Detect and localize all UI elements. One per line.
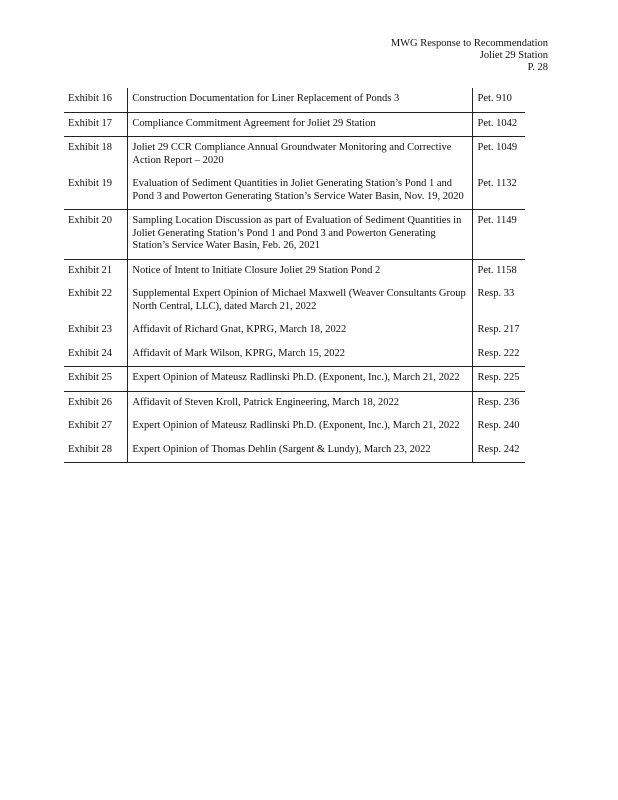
table-row <box>64 283 525 319</box>
exhibit-number: Exhibit 16 <box>64 88 128 112</box>
table-row <box>64 319 525 343</box>
exhibit-description: Construction Documentation for Liner Replacement of Ponds 3 <box>128 88 473 112</box>
exhibit-description: Expert Opinion of Thomas Dehlin (Sargent & Lundy), March 23, 2022 <box>128 439 473 463</box>
table-row <box>64 173 525 210</box>
header-station: Joliet 29 Station <box>479 50 548 61</box>
exhibit-number: Exhibit 20 <box>64 210 128 260</box>
exhibit-description: Affidavit of Steven Kroll, Patrick Engineering, March 18, 2022 <box>128 391 473 415</box>
exhibit-description: Sampling Location Discussion as part of Evaluation of Sediment Quantities in Joliet Generating Station’s Pond 1 and Pond 3 and Powerton Generating Station’s Service Water Basin, Feb. 26, 2021 <box>128 210 473 260</box>
table-row <box>64 439 525 463</box>
table-row <box>64 343 525 367</box>
exhibit-number: Exhibit 27 <box>64 415 128 439</box>
header-document-title: MWG Response to Recommendation <box>390 38 548 49</box>
table-row <box>64 391 525 415</box>
exhibit-description: Expert Opinion of Mateusz Radlinski Ph.D. (Exponent, Inc.), March 21, 2022 <box>128 415 473 439</box>
exhibit-number: Exhibit 21 <box>64 259 128 283</box>
exhibit-reference: Pet. 1132 <box>473 173 525 210</box>
exhibit-reference: Pet. 1049 <box>477 142 518 153</box>
exhibit-number: Exhibit 19 <box>64 173 128 210</box>
exhibit-description: Notice of Intent to Initiate Closure Joliet 29 Station Pond 2 <box>128 259 473 283</box>
exhibit-reference: Resp. 242 <box>473 439 525 463</box>
exhibit-number: Exhibit 26 <box>64 391 128 415</box>
exhibit-reference: Resp. 225 <box>473 367 525 392</box>
exhibit-number: Exhibit 25 <box>64 367 128 392</box>
header-page-number: P. 28 <box>527 62 548 73</box>
exhibit-description: Joliet 29 CCR Compliance Annual Groundwater Monitoring and Corrective Action Report – 2020 <box>128 137 473 174</box>
table-row <box>64 112 525 137</box>
exhibit-number: Exhibit 24 <box>64 343 128 367</box>
exhibit-reference: Pet. 1042 <box>473 112 525 137</box>
table-row <box>64 88 525 112</box>
exhibit-description: Affidavit of Richard Gnat, KPRG, March 18, 2022 <box>128 319 473 343</box>
exhibit-number: Exhibit 22 <box>64 283 128 319</box>
exhibit-reference: Pet. 1158 <box>477 264 517 276</box>
exhibit-reference: Resp. 33 <box>477 288 515 299</box>
table-row <box>64 259 525 283</box>
exhibit-description: Supplemental Expert Opinion of Michael Maxwell (Weaver Consultants Group North Central, LLC), dated March 21, 2022 <box>128 283 473 319</box>
exhibit-reference: Pet. 910 <box>473 88 525 112</box>
exhibit-number: Exhibit 18 <box>64 137 128 174</box>
exhibit-reference: Pet. 1149 <box>473 210 525 260</box>
exhibit-table <box>64 88 525 463</box>
exhibit-reference: Resp. 240 <box>477 420 520 431</box>
table-row <box>64 367 525 392</box>
exhibit-reference: Resp. 217 <box>477 324 520 335</box>
exhibit-description: Expert Opinion of Mateusz Radlinski Ph.D. (Exponent, Inc.), March 21, 2022 <box>128 367 473 392</box>
exhibit-description: Affidavit of Mark Wilson, KPRG, March 15, 2022 <box>128 343 473 367</box>
exhibit-description: Compliance Commitment Agreement for Joliet 29 Station <box>128 112 473 137</box>
table-row <box>64 415 525 439</box>
exhibit-reference: Resp. 236 <box>477 396 520 408</box>
page-header <box>391 38 548 74</box>
table-row <box>64 210 525 260</box>
exhibit-number: Exhibit 17 <box>64 112 128 137</box>
exhibit-description: Evaluation of Sediment Quantities in Joliet Generating Station’s Pond 1 and Pond 3 and Powerton Generating Station’s Service Water Basin, Nov. 19, 2020 <box>128 173 473 210</box>
table-row <box>64 137 525 174</box>
exhibit-reference: Resp. 222 <box>473 343 525 367</box>
exhibit-number: Exhibit 23 <box>64 319 128 343</box>
exhibit-number: Exhibit 28 <box>64 439 128 463</box>
